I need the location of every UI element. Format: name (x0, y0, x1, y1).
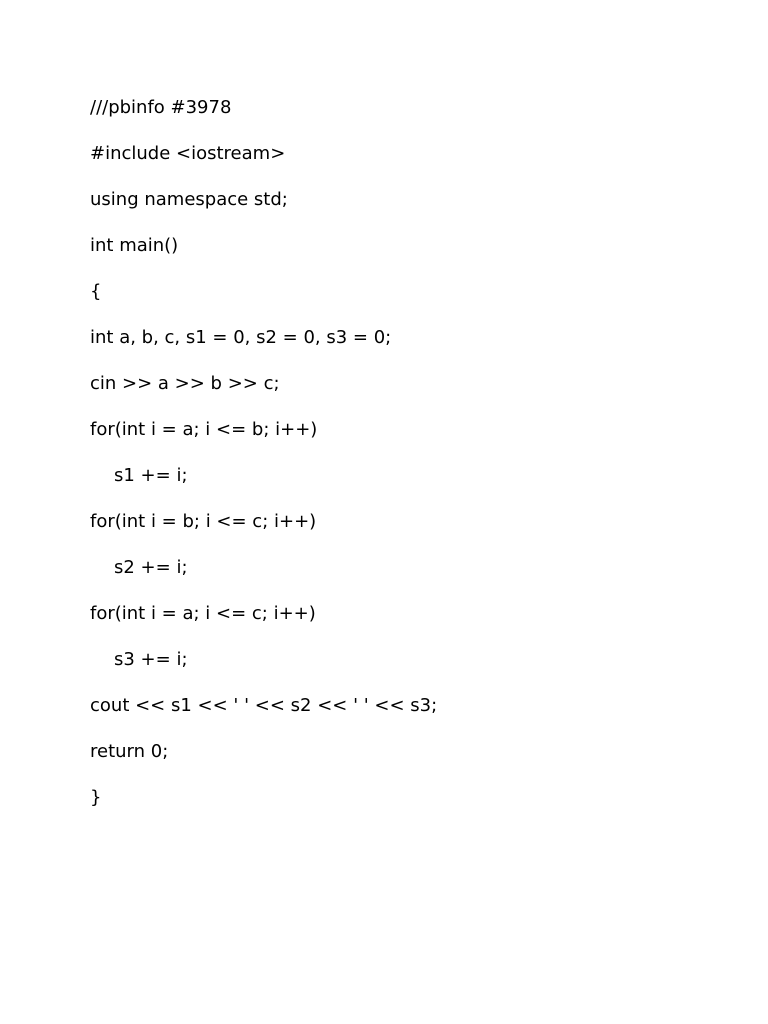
code-line-second-loop: for(int i = b; i <= c; i++) (90, 511, 317, 532)
code-line-second-loop-body: s2 += i; (114, 557, 188, 578)
code-line-first-loop: for(int i = a; i <= b; i++) (90, 419, 318, 440)
code-line-include: #include <iostream> (90, 143, 286, 164)
code-line-comment: ///pbinfo #3978 (90, 97, 232, 118)
code-line-open-brace: { (90, 281, 102, 302)
code-line-main-signature: int main() (90, 235, 179, 256)
code-line-output: cout << s1 << ' ' << s2 << ' ' << s3; (90, 695, 438, 716)
code-line-third-loop-body: s3 += i; (114, 649, 188, 670)
code-line-return: return 0; (90, 741, 169, 762)
code-line-declarations: int a, b, c, s1 = 0, s2 = 0, s3 = 0; (90, 327, 392, 348)
code-line-first-loop-body: s1 += i; (114, 465, 188, 486)
code-line-close-brace: } (90, 787, 102, 808)
code-line-third-loop: for(int i = a; i <= c; i++) (90, 603, 316, 624)
code-line-input: cin >> a >> b >> c; (90, 373, 280, 394)
code-line-namespace: using namespace std; (90, 189, 288, 210)
